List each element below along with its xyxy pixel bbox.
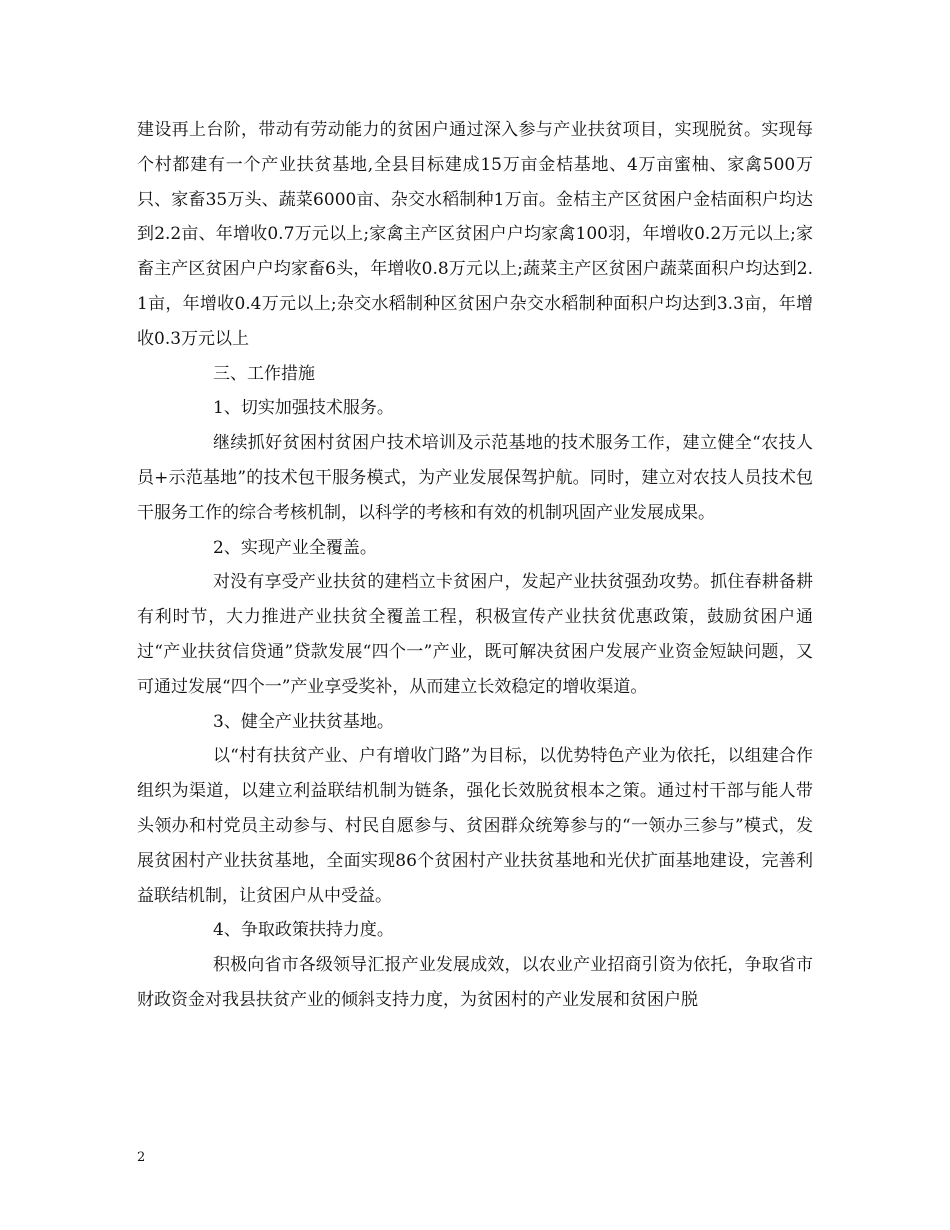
- paragraph-poverty-bases: 以“村有扶贫产业、户有增收门路”为目标，以优势特色产业为依托，以组建合作组织为渠道，以建立利益联结机制为链条，强化长效脱贫根本之策。通过村干部与能人带头领办和村党员主动参与、村民自愿参与、贫困群众统筹参与的“一领办三参与”模式，发展贫困村产业扶贫基地，全面实现86个贫困村产业扶贫基地和光伏扩面基地建设，完善利益联结机制，让贫困户从中受益。: [137, 746, 813, 906]
- subheading-poverty-bases: 3、健全产业扶贫基地。: [213, 711, 394, 732]
- paragraph-goals: 建设再上台阶，带动有劳动能力的贫困户通过深入参与产业扶贫项目，实现脱贫。实现每个村都建有一个产业扶贫基地,全县目标建成15万亩金桔基地、4万亩蜜柚、家禽500万只、家畜35万头、蔬菜6000亩、杂交水稻制种1万亩。金桔主产区贫困户金桔面积户均达到2.2亩、年增收0.7万元以上;家禽主产区贫困户户均家禽100羽，年增收0.2万元以上;家畜主产区贫困户户均家畜6头，年增收0.8万元以上;蔬菜主产区贫困户蔬菜面积户均达到2.1亩，年增收0.4万元以上;杂交水稻制种区贫困户杂交水稻制种面积户均达到3.3亩，年增收0.3万元以上: [137, 120, 813, 349]
- paragraph-technical-service: 继续抓好贫困村贫困户技术培训及示范基地的技术服务工作，建立健全“农技人员+示范基地”的技术包干服务模式，为产业发展保驾护航。同时，建立对农技人员技术包干服务工作的综合考核机制，以科学的考核和有效的机制巩固产业发展成果。: [137, 433, 813, 523]
- paragraph-industry-coverage: 对没有享受产业扶贫的建档立卡贫困户，发起产业扶贫强劲攻势。抓住春耕备耕有利时节，大力推进产业扶贫全覆盖工程，积极宣传产业扶贫优惠政策，鼓励贫困户通过“产业扶贫信贷通”贷款发展“四个一”产业，既可解决贫困户发展产业资金短缺问题，又可通过发展“四个一”产业享受奖补，从而建立长效稳定的增收渠道。: [137, 572, 813, 697]
- subheading-policy-support: 4、争取政策扶持力度。: [213, 920, 394, 941]
- subheading-industry-coverage: 2、实现产业全覆盖。: [213, 537, 377, 558]
- page-number: 2: [137, 1150, 146, 1165]
- subheading-technical-service: 1、切实加强技术服务。: [213, 398, 394, 419]
- document-body: [137, 113, 813, 1018]
- paragraph-policy-support: 积极向省市各级领导汇报产业发展成效，以农业产业招商引资为依托，争取省市财政资金对我县扶贫产业的倾斜支持力度，为贫困村的产业发展和贫困户脱: [137, 955, 813, 1010]
- section-heading-work-measures: 三、工作措施: [213, 363, 315, 384]
